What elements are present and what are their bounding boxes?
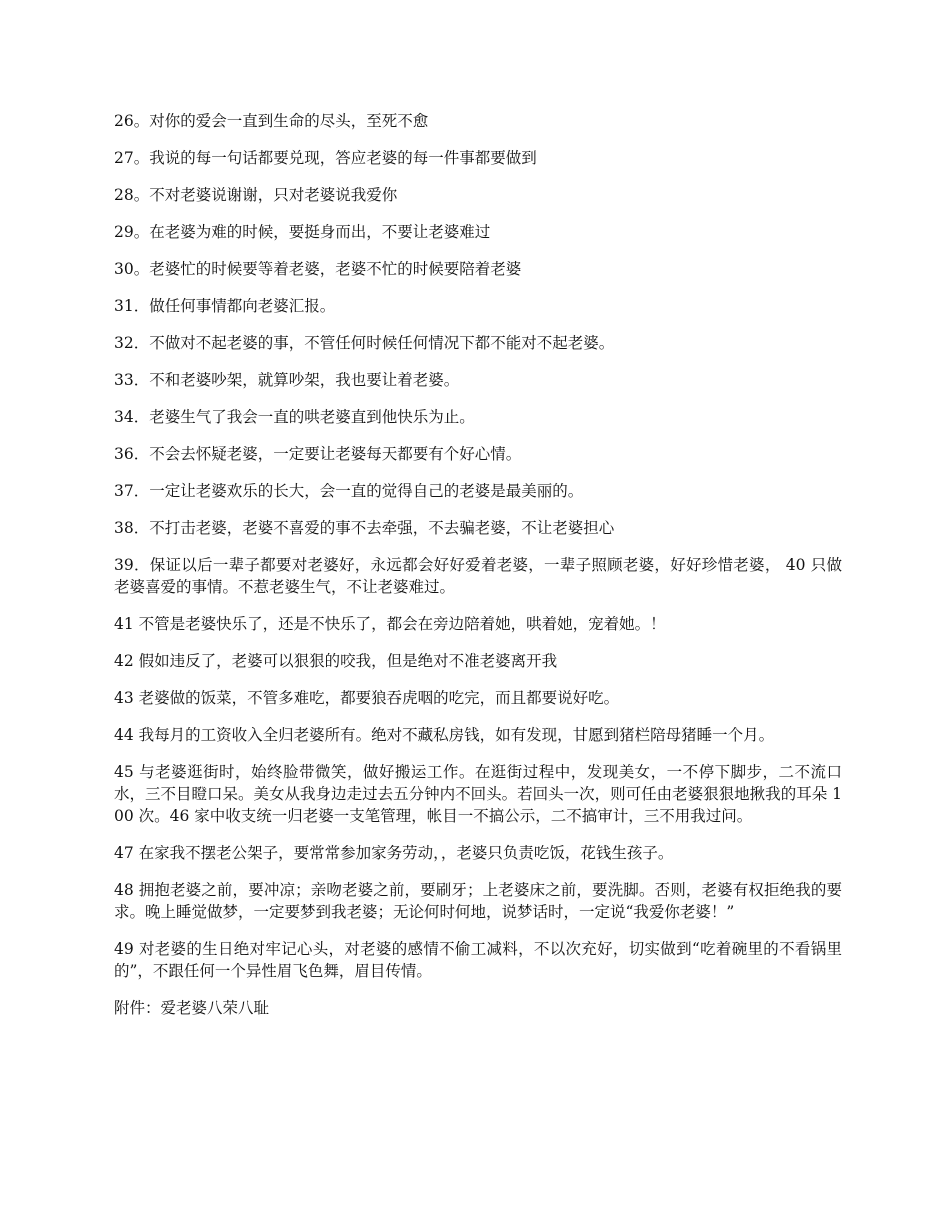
paragraph-38: 38．不打击老婆，老婆不喜爱的事不去牵强，不去骗老婆，不让老婆担心 <box>114 519 615 537</box>
paragraph-42: 42 假如违反了，老婆可以狠狠的咬我，但是绝对不准老婆离开我 <box>114 652 558 670</box>
appendix-line: 附件：爱老婆八荣八耻 <box>114 999 270 1017</box>
paragraph-36: 36．不会去怀疑老婆，一定要让老婆每天都要有个好心情。 <box>114 445 522 463</box>
paragraph-27: 27。我说的每一句话都要兑现，答应老婆的每一件事都要做到 <box>114 149 537 167</box>
paragraph-26: 26。对你的爱会一直到生命的尽头，至死不愈 <box>114 112 429 130</box>
paragraph-28: 28。不对老婆说谢谢，只对老婆说我爱你 <box>114 186 398 204</box>
paragraph-45: 45 与老婆逛街时，始终脸带微笑，做好搬运工作。在逛街过程中，发现美女，一不停下脚步，二不流口水，三不目瞪口呆。美女从我身边走过去五分钟内不回头。若回头一次，则可任由老婆狠狠地揪我的耳朵 100 次。46 家中收支统一归老婆一支笔管理，帐目一不搞公示，二不搞审计，三不用我过问。 <box>114 763 842 825</box>
paragraph-44: 44 我每月的工资收入全归老婆所有。绝对不藏私房钱，如有发现，甘愿到猪栏陪母猪睡一个月。 <box>114 726 775 744</box>
paragraph-48: 48 拥抱老婆之前，要冲凉；亲吻老婆之前，要刷牙；上老婆床之前，要洗脚。否则，老婆有权拒绝我的要求。晚上睡觉做梦，一定要梦到我老婆；无论何时何地，说梦话时，一定说“我爱你老婆！” <box>114 881 842 921</box>
paragraph-30: 30。老婆忙的时候要等着老婆，老婆不忙的时候要陪着老婆 <box>114 260 522 278</box>
paragraph-39: 39．保证以后一辈子都要对老婆好，永远都会好好爱着老婆，一辈子照顾老婆，好好珍惜老婆， 40 只做老婆喜爱的事情。不惹老婆生气，不让老婆难过。 <box>114 556 842 596</box>
paragraph-34: 34．老婆生气了我会一直的哄老婆直到他快乐为止。 <box>114 408 475 426</box>
document-body <box>114 110 842 1034</box>
paragraph-33: 33．不和老婆吵架，就算吵架，我也要让着老婆。 <box>114 371 460 389</box>
paragraph-32: 32．不做对不起老婆的事，不管任何时候任何情况下都不能对不起老婆。 <box>114 334 615 352</box>
paragraph-43: 43 老婆做的饭菜，不管多难吃，都要狼吞虎咽的吃完，而且都要说好吃。 <box>114 689 620 707</box>
paragraph-41: 41 不管是老婆快乐了，还是不快乐了，都会在旁边陪着她，哄着她，宠着她。！ <box>114 615 666 633</box>
paragraph-49: 49 对老婆的生日绝对牢记心头，对老婆的感情不偷工减料，不以次充好，切实做到“吃着碗里的不看锅里的”，不跟任何一个异性眉飞色舞，眉目传情。 <box>114 940 842 980</box>
paragraph-37: 37．一定让老婆欢乐的长大，会一直的觉得自己的老婆是最美丽的。 <box>114 482 584 500</box>
paragraph-29: 29。在老婆为难的时候，要挺身而出，不要让老婆难过 <box>114 223 491 241</box>
paragraph-47: 47 在家我不摆老公架子，要常常参加家务劳动，，老婆只负责吃饭，花钱生孩子。 <box>114 844 674 862</box>
paragraph-31: 31．做任何事情都向老婆汇报。 <box>114 297 336 315</box>
